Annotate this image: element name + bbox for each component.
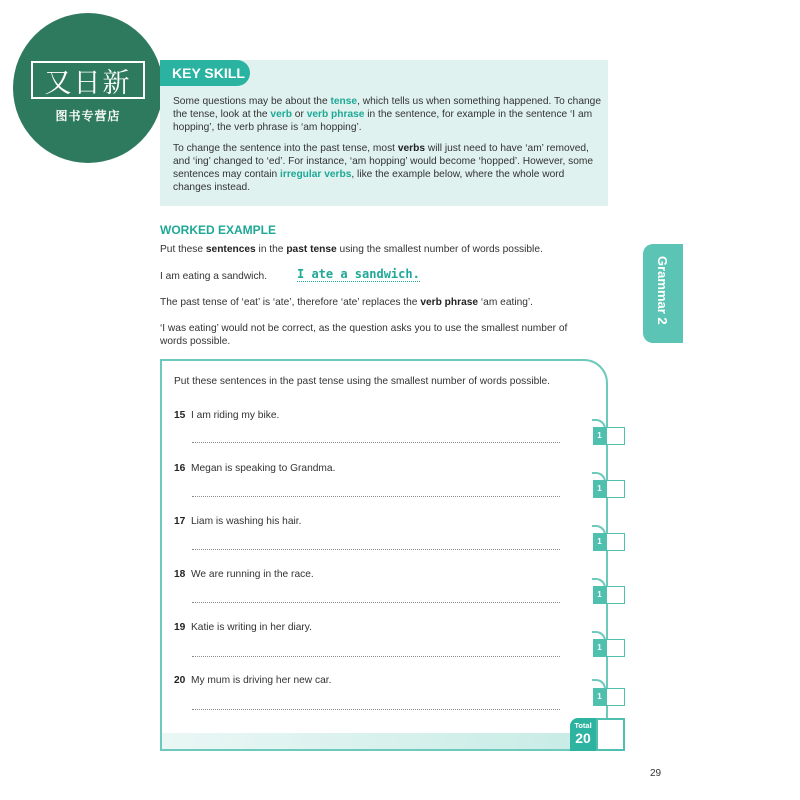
question-text: Liam is washing his hair.	[191, 516, 302, 527]
question-text: I am riding my bike.	[191, 410, 280, 421]
keyword-irregular-verbs: irregular verbs	[280, 169, 352, 181]
text: will just need to have ‘am’ removed, and ‘ing’ changed to ‘ed’. For instance, ‘am hopping’ would become ‘hopped’. However, some sentences may contain	[173, 142, 594, 181]
answer-line[interactable]	[192, 496, 560, 497]
key-skill-title: KEY SKILL	[160, 60, 250, 86]
keyword: verb phrase	[420, 297, 479, 308]
score-box[interactable]	[606, 427, 625, 445]
text: Some questions may be about the	[173, 96, 331, 107]
mark-value: 1	[593, 427, 606, 445]
score-box[interactable]	[606, 480, 625, 498]
text: or	[291, 109, 307, 121]
text: Put these	[160, 244, 206, 255]
score-box[interactable]	[606, 639, 625, 657]
mark-box	[593, 480, 625, 498]
worked-example-title: WORKED EXAMPLE	[160, 223, 277, 237]
key-skill-paragraph-1	[173, 95, 601, 135]
text: ‘am eating’.	[478, 297, 534, 308]
score-box[interactable]	[606, 533, 625, 551]
total-label: Total	[574, 721, 592, 730]
text: in the	[255, 244, 287, 255]
mark-box	[593, 533, 625, 551]
section-tab-label: Grammar 2	[655, 256, 670, 325]
question-item	[174, 622, 312, 633]
question-number: 16	[174, 463, 186, 474]
mark-value: 1	[593, 480, 606, 498]
answer-line[interactable]	[192, 442, 560, 443]
question-item	[174, 569, 314, 580]
answer-line[interactable]	[192, 549, 560, 550]
text: , which tells us when something happened. To change the tense, look at the	[173, 96, 601, 121]
worked-example-instruction	[160, 243, 590, 256]
question-number: 19	[174, 622, 186, 633]
text: in the sentence, for example in the sentence ‘I am hopping’, the verb phrase is ‘am hopping’.	[173, 109, 593, 134]
question-text: We are running in the race.	[191, 569, 314, 580]
key-skill-text	[173, 95, 601, 201]
keyword: past tense	[286, 244, 337, 255]
mark-box	[593, 639, 625, 657]
logo-subtitle: 图书专营店	[55, 109, 121, 123]
question-number: 17	[174, 516, 186, 527]
question-text: My mum is driving her new car.	[191, 675, 332, 686]
page-number: 29	[650, 768, 662, 779]
answer-line[interactable]	[192, 709, 560, 710]
question-text: Katie is writing in her diary.	[191, 622, 312, 633]
keyword-verb-phrase: verb phrase	[306, 109, 365, 121]
worked-example-sentence: I am eating a sandwich.	[160, 271, 268, 282]
answer-line[interactable]	[192, 656, 560, 657]
total-label-box	[570, 718, 596, 751]
mark-value: 1	[593, 639, 606, 657]
store-logo	[13, 13, 163, 163]
question-item	[174, 516, 301, 527]
mark-box	[593, 688, 625, 706]
mark-value: 1	[593, 586, 606, 604]
score-box[interactable]	[606, 586, 625, 604]
text: , like the example below, where the whole word changes instead.	[173, 169, 565, 194]
answer-line[interactable]	[192, 602, 560, 603]
mark-value: 1	[593, 688, 606, 706]
question-number: 18	[174, 569, 186, 580]
worked-example-note: ‘I was eating’ would not be correct, as the question asks you to use the smallest number of words possible.	[160, 323, 568, 348]
text: The past tense of ‘eat’ is ‘ate’, therefore ‘ate’ replaces the	[160, 297, 421, 308]
question-item	[174, 410, 279, 421]
question-item	[174, 675, 331, 686]
logo-name: 又日新	[31, 61, 145, 99]
question-number: 15	[174, 410, 186, 421]
score-box[interactable]	[606, 688, 625, 706]
total-score-box[interactable]	[596, 718, 625, 751]
questions-instruction: Put these sentences in the past tense using the smallest number of words possible.	[174, 376, 551, 387]
question-item	[174, 463, 335, 474]
mark-box	[593, 586, 625, 604]
total-value: 20	[575, 730, 591, 746]
keyword: sentences	[205, 244, 256, 255]
keyword-verbs: verbs	[397, 142, 426, 154]
question-number: 20	[174, 675, 186, 686]
worked-example-answer: I ate a sandwich.	[297, 267, 420, 281]
question-text: Megan is speaking to Grandma.	[191, 463, 336, 474]
questions-panel-footer	[162, 733, 570, 749]
mark-value: 1	[593, 533, 606, 551]
mark-box	[593, 427, 625, 445]
worked-example-explanation	[160, 296, 590, 309]
keyword-tense: tense	[330, 96, 358, 107]
section-tab	[643, 244, 683, 343]
keyword-verb: verb	[270, 109, 292, 121]
text: using the smallest number of words possible.	[336, 244, 543, 255]
text: To change the sentence into the past tense, most	[173, 142, 398, 154]
key-skill-paragraph-2	[173, 142, 601, 195]
